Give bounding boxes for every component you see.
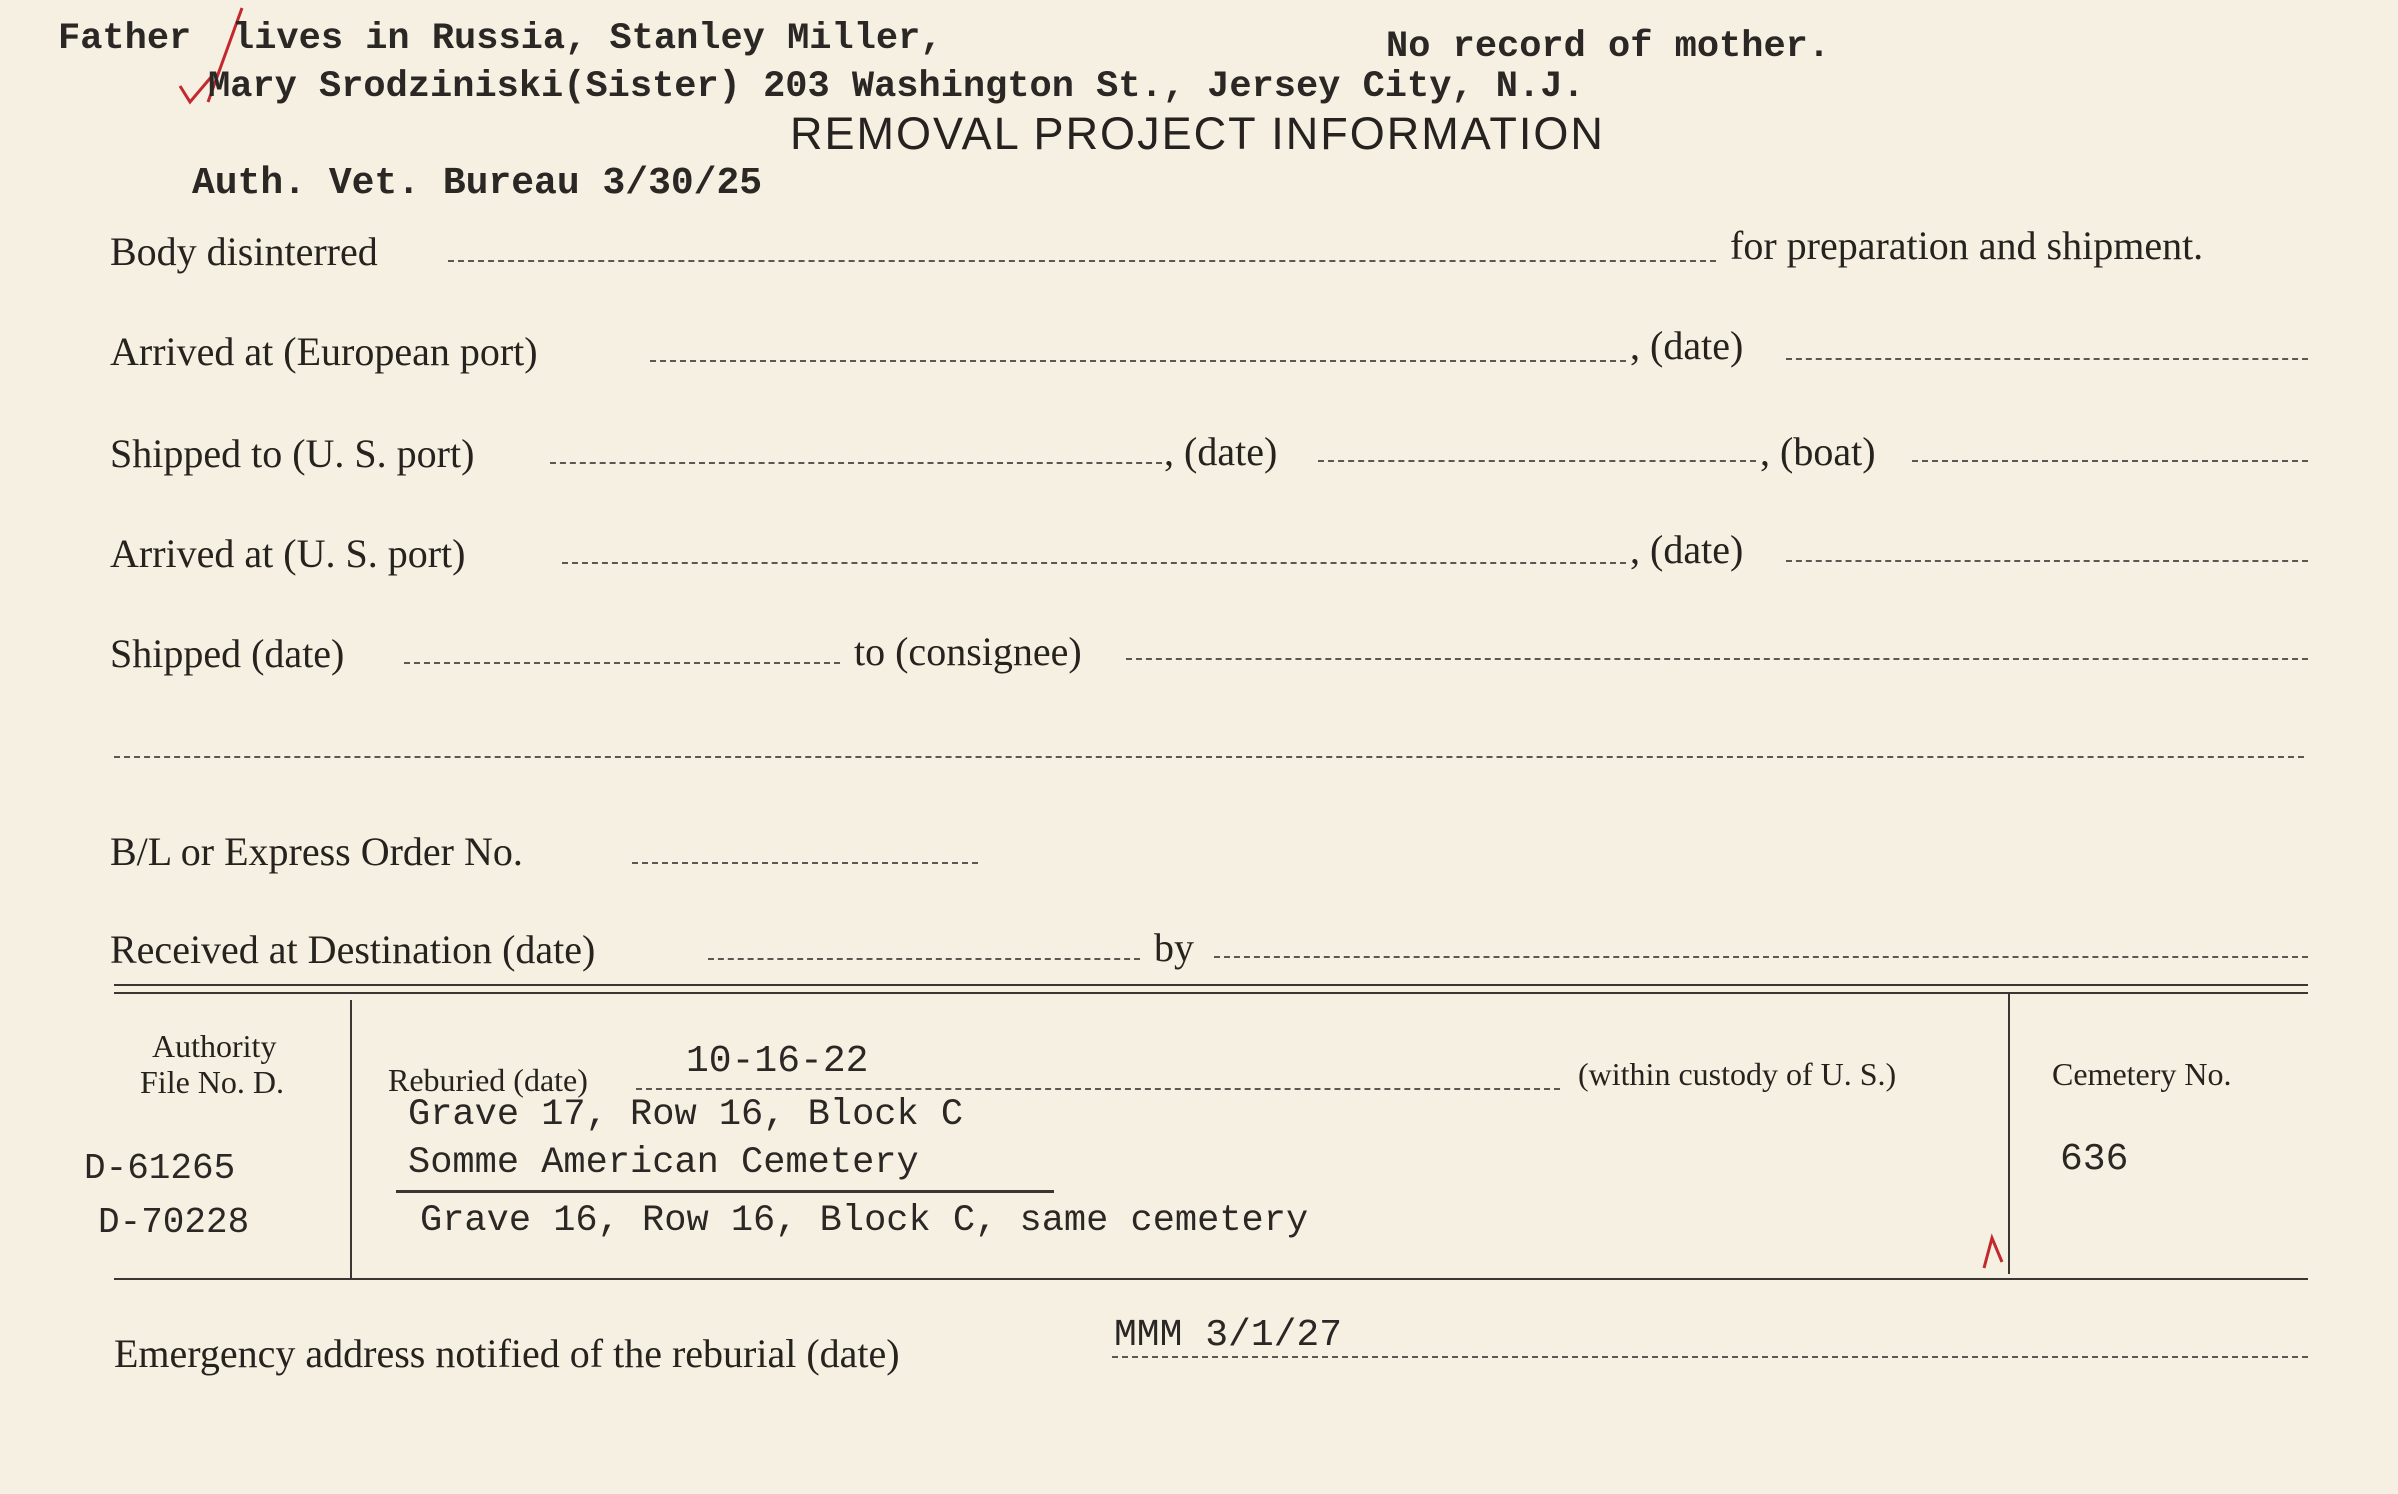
arrived-european-label: Arrived at (European port) (110, 329, 538, 374)
by-label: by (1154, 925, 1194, 970)
date-line-2 (1318, 460, 1756, 462)
grave-underline (396, 1190, 1054, 1193)
received-destination-label: Received at Destination (date) (110, 927, 596, 972)
date-line-1 (1786, 358, 2308, 360)
cemetery-number: 636 (2060, 1138, 2129, 1181)
shipped-date-label: Shipped (date) (110, 631, 345, 676)
arrived-us-label: Arrived at (U. S. port) (110, 531, 466, 576)
father-residence: lives in Russia, Stanley Miller, (232, 18, 943, 60)
red-tick-mark (1978, 1232, 2008, 1272)
received-by-line (1214, 956, 2308, 958)
date-label-2: , (date) (1164, 429, 1278, 474)
emergency-line (1112, 1356, 2308, 1358)
mother-note: No record of mother. (1386, 26, 1831, 68)
father-label: Father (58, 18, 192, 60)
file-number-1: D-61265 (84, 1148, 236, 1189)
emergency-label: Emergency address notified of the reburial (date) (114, 1331, 900, 1376)
shipped-to-us-label: Shipped to (U. S. port) (110, 431, 475, 476)
authorization-note: Auth. Vet. Bureau 3/30/25 (192, 162, 763, 205)
reburied-label: Reburied (date) (388, 1062, 588, 1098)
emergency-date: MMM 3/1/27 (1114, 1314, 1343, 1357)
authority-label: Authority (152, 1028, 277, 1064)
received-date-line (708, 958, 1140, 960)
file-no-label: File No. D. (140, 1064, 284, 1100)
file-number-2: D-70228 (98, 1202, 250, 1243)
reburied-date: 10-16-22 (686, 1040, 869, 1083)
cemetery-no-label: Cemetery No. (2052, 1056, 2232, 1092)
right-column-divider (2008, 994, 2010, 1274)
consignee-label: to (consignee) (854, 629, 1082, 674)
consignee-line (1126, 658, 2308, 660)
body-disinterred-label: Body disinterred (110, 229, 378, 274)
shipped-to-us-line (550, 462, 1162, 464)
reburied-line (636, 1088, 1560, 1090)
bl-order-label: B/L or Express Order No. (110, 829, 523, 874)
bl-order-line (632, 862, 978, 864)
arrived-european-line (650, 360, 1626, 362)
body-disinterred-line (448, 260, 1716, 262)
sister-address: Mary Srodziniski(Sister) 203 Washington St., Jersey City, N.J. (208, 66, 1585, 108)
grave-line-2: Somme American Cemetery (408, 1142, 919, 1184)
continuation-line (114, 756, 2304, 758)
boat-label: , (boat) (1760, 429, 1876, 474)
left-column-divider (350, 1000, 352, 1278)
date-label-1: , (date) (1630, 323, 1744, 368)
shipped-date-line (404, 662, 840, 664)
arrived-us-line (562, 562, 1626, 564)
form-title: REMOVAL PROJECT INFORMATION (790, 108, 1605, 159)
date-label-3: , (date) (1630, 527, 1744, 572)
double-rule-bottom (114, 992, 2308, 994)
bottom-rule (114, 1278, 2308, 1280)
grave-line-1: Grave 17, Row 16, Block C (408, 1094, 964, 1136)
grave-line-3: Grave 16, Row 16, Block C, same cemetery (420, 1200, 1309, 1242)
double-rule-top (114, 984, 2308, 986)
custody-label: (within custody of U. S.) (1578, 1056, 1897, 1092)
boat-line (1912, 460, 2308, 462)
date-line-3 (1786, 560, 2308, 562)
for-preparation-label: for preparation and shipment. (1730, 223, 2204, 268)
